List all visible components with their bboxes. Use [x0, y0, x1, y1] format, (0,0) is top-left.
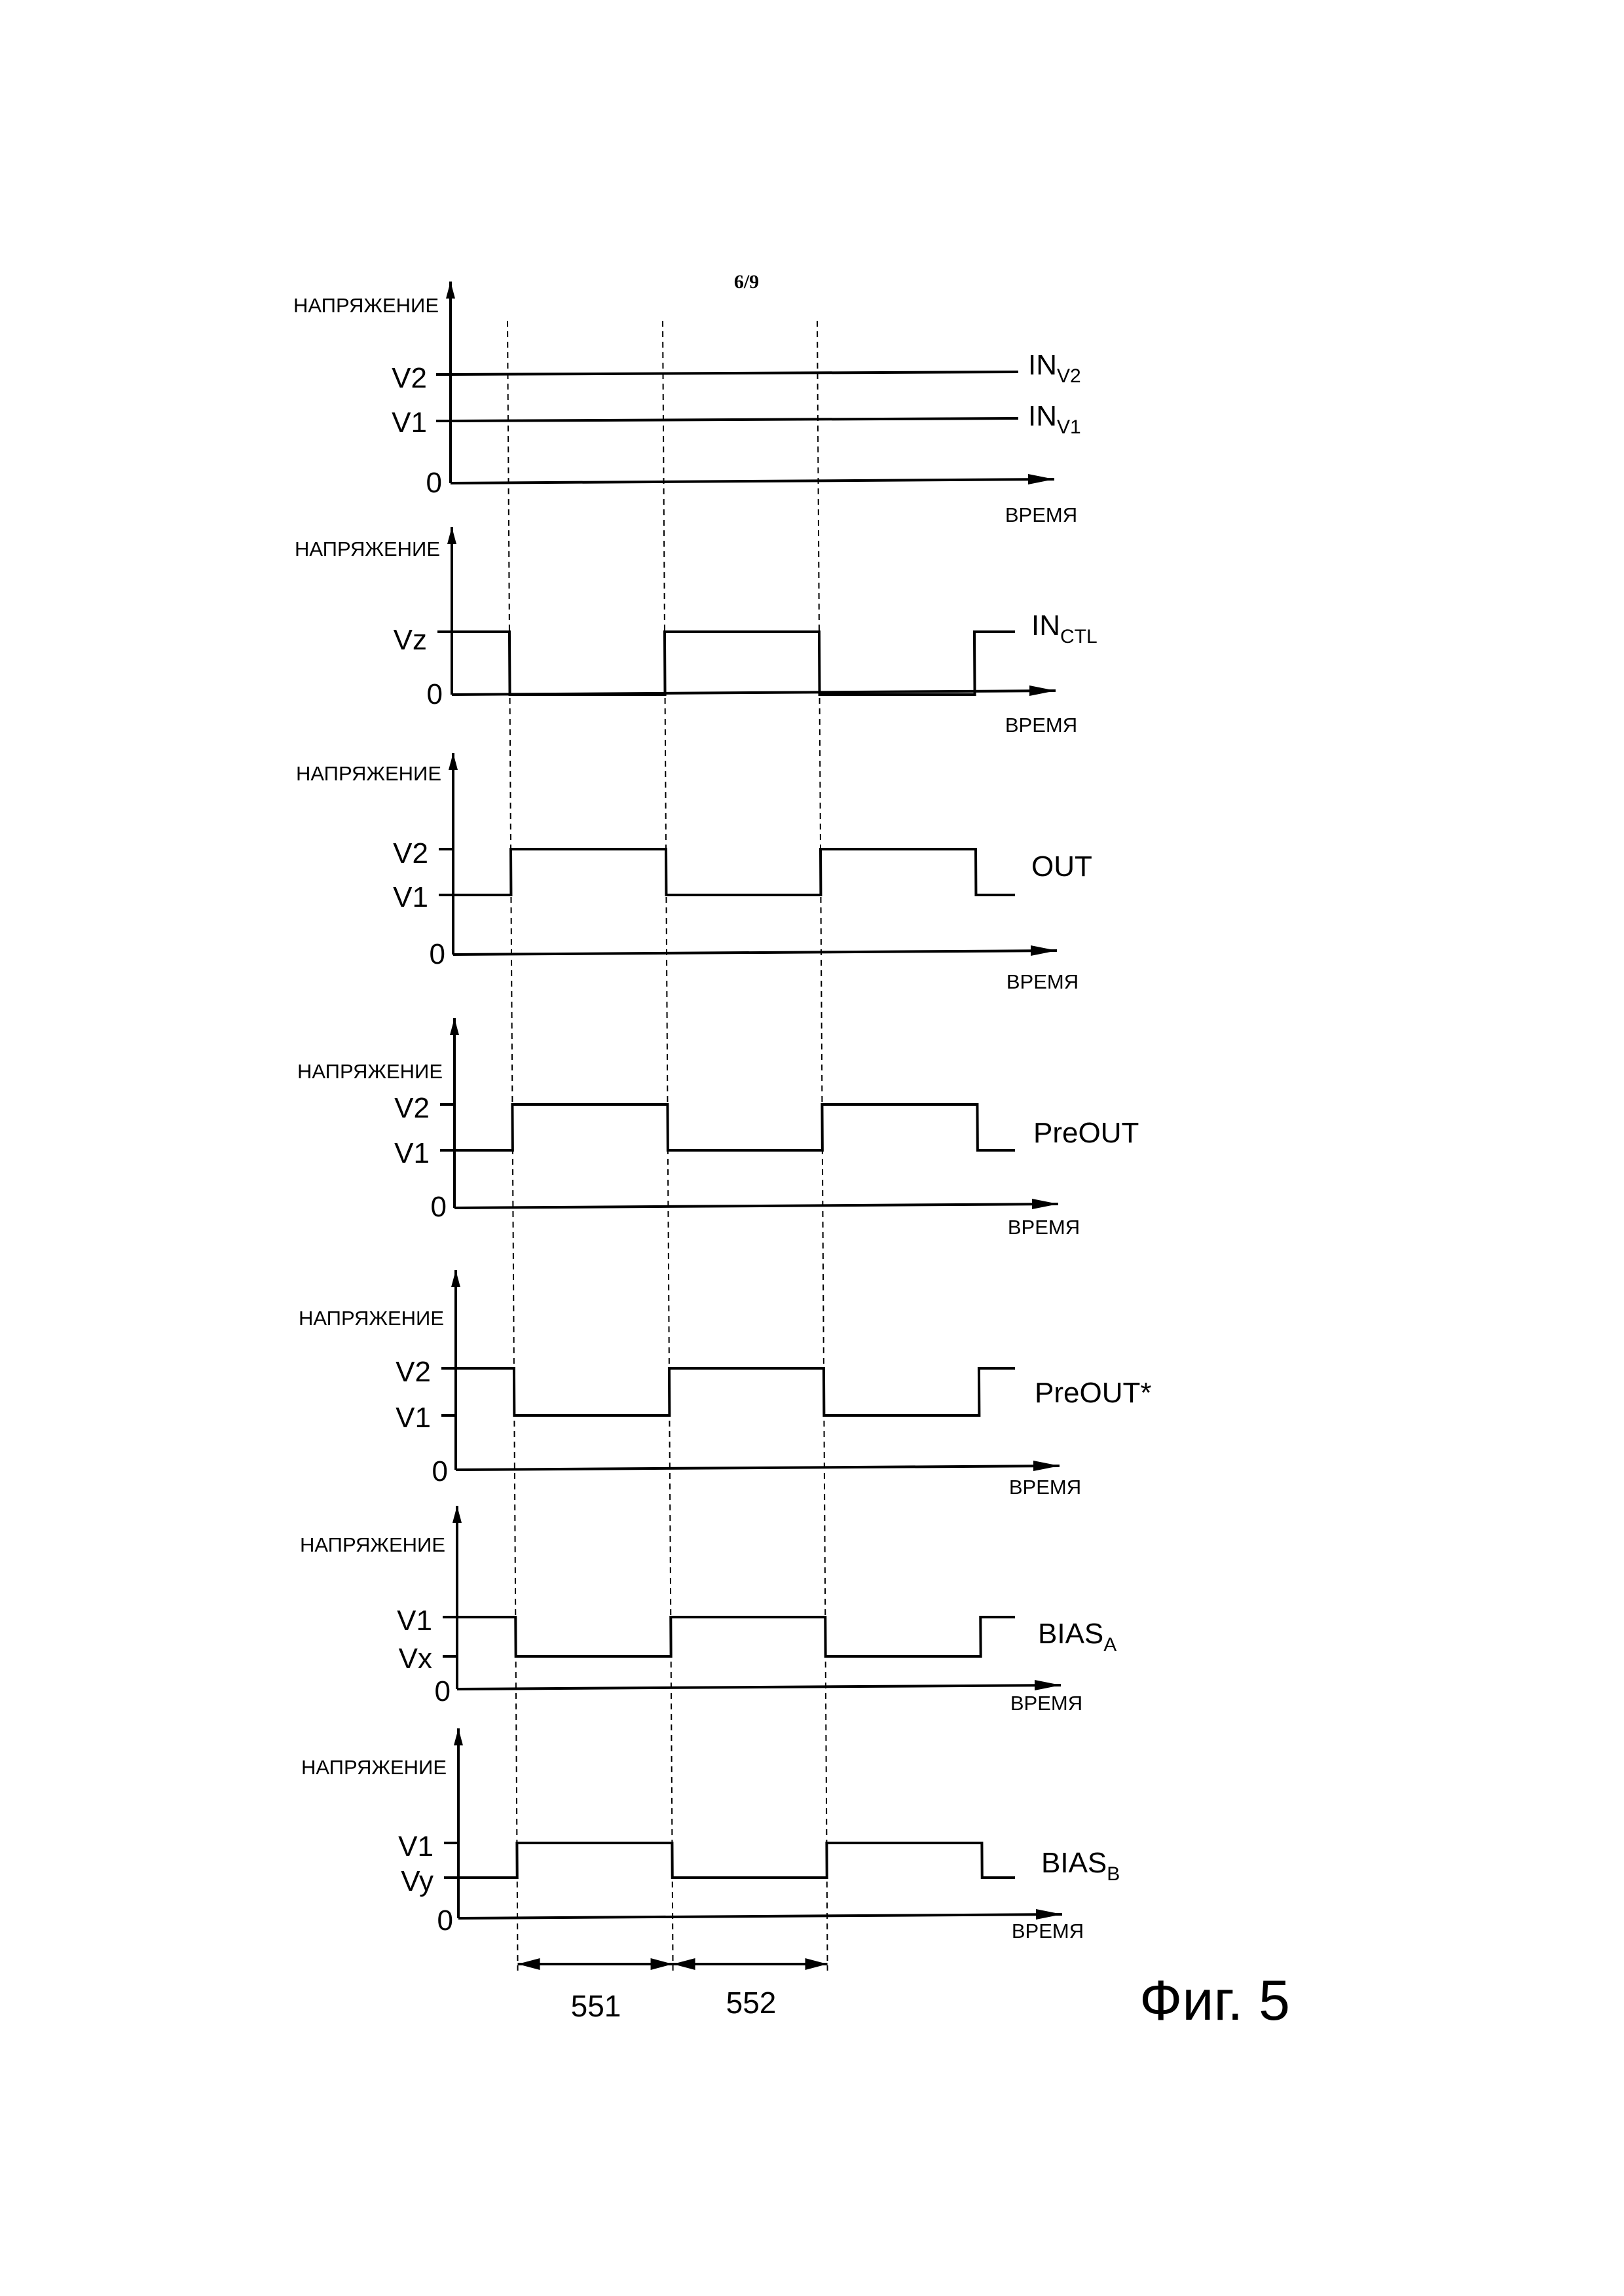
- y-axis-arrow: [450, 1018, 459, 1035]
- x-axis-title: ВРЕМЯ: [1005, 503, 1078, 526]
- tick-label-v2: V2: [396, 1356, 431, 1388]
- signal-label-preout: PreOUT: [1033, 1117, 1139, 1149]
- tick-label-zero: 0: [434, 1675, 451, 1707]
- y-axis-arrow: [454, 1728, 463, 1745]
- tick-label-v1: V1: [396, 1402, 431, 1434]
- y-axis-arrow: [447, 527, 456, 544]
- y-axis-title: НАПРЯЖЕНИЕ: [294, 538, 440, 560]
- interval-arrow-left: [673, 1958, 695, 1970]
- waveform-biasa: [457, 1617, 1015, 1656]
- tick-label-v1: V1: [393, 881, 428, 913]
- x-axis-line: [453, 951, 1057, 955]
- signal-label-inv2: $IN_{V2}$: [1028, 349, 1081, 387]
- x-axis-title: ВРЕМЯ: [1005, 714, 1078, 737]
- panel-inctl: [295, 538, 1098, 737]
- interval-arrow-left: [518, 1958, 540, 1970]
- tick-label-vx: Vx: [398, 1643, 432, 1675]
- tick-label-v1: V1: [394, 1137, 430, 1169]
- signal-label-biasa: $BIAS_A$: [1038, 1618, 1117, 1656]
- signal-label-biasb: $BIAS_B$: [1041, 1847, 1120, 1885]
- x-axis-title: ВРЕМЯ: [1007, 1216, 1080, 1239]
- signal-label-preoutstar: PreOUT*: [1035, 1377, 1152, 1409]
- interval-arrow-right: [805, 1958, 828, 1970]
- tick-label-v1: V1: [392, 407, 427, 439]
- page-number: 6/9: [733, 271, 760, 293]
- tick-label-v1: V1: [398, 1831, 434, 1863]
- tick-label-zero: 0: [426, 467, 442, 499]
- x-axis-arrow: [1029, 685, 1056, 696]
- signal-label-out: OUT: [1031, 850, 1092, 883]
- panel-inv: [293, 294, 1081, 526]
- x-axis-arrow: [1036, 1909, 1062, 1920]
- interval-arrow-right: [651, 1958, 673, 1970]
- tick-label-zero: 0: [426, 678, 443, 710]
- waveform-preout: [454, 1104, 1015, 1150]
- x-axis-line: [457, 1685, 1061, 1689]
- tick-label-zero: 0: [437, 1904, 453, 1937]
- tick-label-vz: Vz: [393, 624, 427, 656]
- x-axis-arrow: [1035, 1680, 1061, 1690]
- signal-label-inctl: $IN_{CTL}$: [1031, 610, 1098, 647]
- x-axis-line: [454, 1204, 1058, 1208]
- signal-label-inv1: $IN_{V1}$: [1028, 400, 1081, 438]
- interval-label-552: 552: [726, 1986, 777, 2020]
- y-axis-title: НАПРЯЖЕНИЕ: [295, 762, 441, 785]
- waveform-biasb: [458, 1843, 1015, 1878]
- x-axis-title: ВРЕМЯ: [1010, 1692, 1083, 1715]
- y-axis-title: НАПРЯЖЕНИЕ: [299, 1533, 445, 1556]
- x-axis-line: [458, 1914, 1062, 1918]
- y-axis-arrow: [449, 753, 458, 770]
- figure-label: Фиг. 5: [1139, 1969, 1290, 2032]
- panel-out: [296, 762, 1092, 993]
- y-axis-arrow: [451, 1270, 460, 1287]
- waveform-preoutstar: [456, 1368, 1015, 1415]
- x-axis-title: ВРЕМЯ: [1011, 1920, 1084, 1942]
- tick-label-vy: Vy: [401, 1865, 434, 1897]
- x-axis-arrow: [1028, 474, 1054, 484]
- tick-label-zero: 0: [430, 1191, 447, 1223]
- y-axis-title: НАПРЯЖЕНИЕ: [301, 1756, 447, 1779]
- tick-label-zero: 0: [429, 938, 445, 970]
- y-axis-title: НАПРЯЖЕНИЕ: [298, 1307, 444, 1330]
- y-axis-arrow: [452, 1506, 462, 1523]
- x-axis-line: [451, 479, 1054, 483]
- x-axis-title: ВРЕМЯ: [1006, 970, 1079, 993]
- waveform-out: [453, 849, 1015, 895]
- x-axis-arrow: [1031, 945, 1057, 956]
- tick-label-v2: V2: [392, 362, 427, 394]
- x-axis-arrow: [1032, 1199, 1058, 1209]
- tick-label-v1: V1: [397, 1605, 432, 1637]
- y-axis-arrow: [446, 282, 455, 299]
- y-axis-title: НАПРЯЖЕНИЕ: [297, 1060, 443, 1083]
- x-axis-title: ВРЕМЯ: [1008, 1476, 1082, 1499]
- waveform-inctl: [452, 632, 1015, 695]
- waveform-inv1: [451, 418, 1018, 421]
- tick-label-v2: V2: [393, 837, 428, 869]
- x-axis-line: [456, 1466, 1060, 1470]
- interval-label-551: 551: [570, 1989, 621, 2023]
- panel-preoutstar: [299, 1307, 1152, 1499]
- waveform-inv2: [451, 372, 1018, 374]
- tick-label-zero: 0: [432, 1455, 448, 1487]
- waveform-geometry: [436, 282, 1062, 1970]
- tick-label-v2: V2: [394, 1092, 430, 1124]
- x-axis-arrow: [1033, 1461, 1060, 1471]
- y-axis-title: НАПРЯЖЕНИЕ: [293, 294, 439, 317]
